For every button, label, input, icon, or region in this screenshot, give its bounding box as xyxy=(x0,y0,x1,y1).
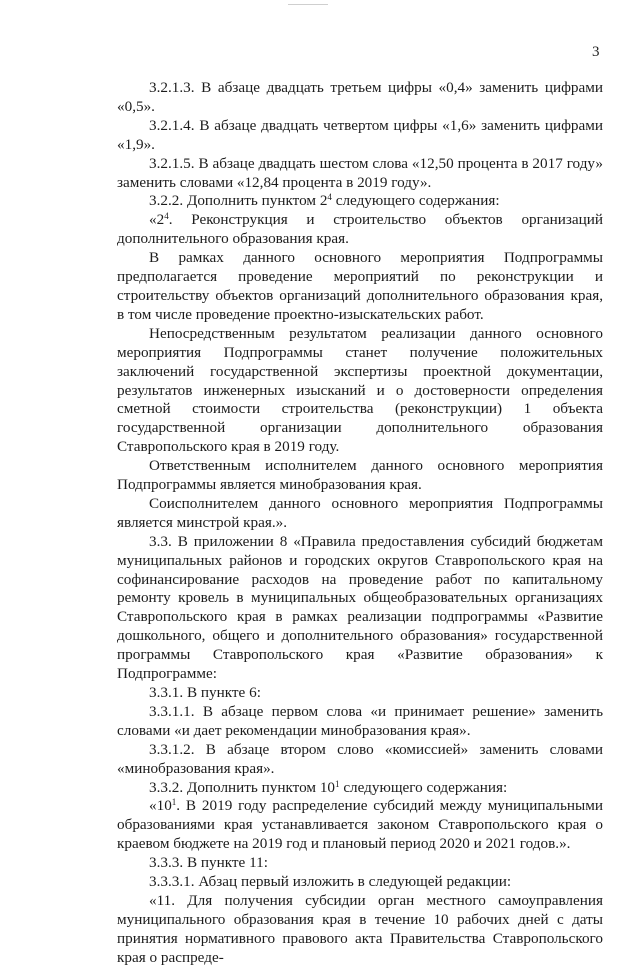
paragraph: «$2^4$. Реконструкция и строительство объектов организаций дополнительного образования края. xyxy=(117,211,603,248)
paragraph: 3.3.1.2. В абзаце втором слово «комиссией» заменить словами «минобразования края». xyxy=(117,740,603,777)
page-number: 3 xyxy=(592,44,600,60)
paragraph: 3.3.3.1. Абзац первый изложить в следующей редакции: xyxy=(149,873,512,891)
scan-mark xyxy=(288,4,328,5)
paragraph: «$10^1$. В 2019 году распределение субсидий между муниципальными образованиями края устанавливается законом Ставропольского края о краевом бюджете на 2019 год и плановый период 2020 и 2021 годов.». xyxy=(117,797,603,853)
paragraph: Ответственным исполнителем данного основного мероприятия Подпрограммы является минобразования края. xyxy=(117,457,603,494)
paragraph: Соисполнителем данного основного мероприятия Подпрограммы является минстрой края.». xyxy=(117,494,603,531)
paragraph: 3.3.2. Дополнить пунктом $10^1$ следующего содержания: xyxy=(149,778,508,796)
paragraph: 3.3.3. В пункте 11: xyxy=(149,854,268,872)
paragraph: 3.3.1.1. В абзаце первом слова «и принимает решение» заменить словами «и дает рекомендации минобразования края». xyxy=(117,702,603,739)
paragraph: 3.3.1. В пункте 6: xyxy=(149,684,261,701)
paragraph: 3.2.1.3. В абзаце двадцать третьем цифры «0,4» заменить цифрами «0,5». xyxy=(117,79,603,115)
document-body xyxy=(117,79,603,968)
paragraph: Непосредственным результатом реализации данного основного мероприятия Подпрограммы станет получение положительных заключений государственной экспертизы проектной документации, результатов инженерных изысканий и о достоверности определения сметной стоимости строительства (реконструкции) 1 объекта государственной организации дополнительного образования Ставропольского края в 2019 году. xyxy=(117,324,603,456)
paragraph: 3.2.1.4. В абзаце двадцать четвертом цифры «1,6» заменить цифрами «1,9». xyxy=(117,116,603,153)
paragraph: 3.2.2. Дополнить пунктом $2^4$ следующего содержания: xyxy=(149,192,500,210)
paragraph: «11. Для получения субсидии орган местного самоуправления муниципального образования края в течение 10 рабочих дней с даты принятия нормативного правового акта Правительства Ставропольского края о распреде- xyxy=(117,891,603,966)
paragraph: 3.3. В приложении 8 «Правила предоставления субсидий бюджетам муниципальных районов и городских округов Ставропольского края на софинансирование расходов на проведение работ по капитальному ремонту кровель в муниципальных общеобразовательных организациях Ставропольского края в рамках реализации подпрограммы «Развитие дошкольного, общего и дополнительного образования» государственной программы Ставропольского края «Развитие образования» к Подпрограмме: xyxy=(117,532,603,683)
paragraph: В рамках данного основного мероприятия Подпрограммы предполагается проведение мероприятий по реконструкции и строительству объектов организаций дополнительного образования края, в том числе проведение проектно-изыскательских работ. xyxy=(117,249,603,323)
paragraph: 3.2.1.5. В абзаце двадцать шестом слова «12,50 процента в 2017 году» заменить словами «12,84 процента в 2019 году». xyxy=(117,154,603,191)
